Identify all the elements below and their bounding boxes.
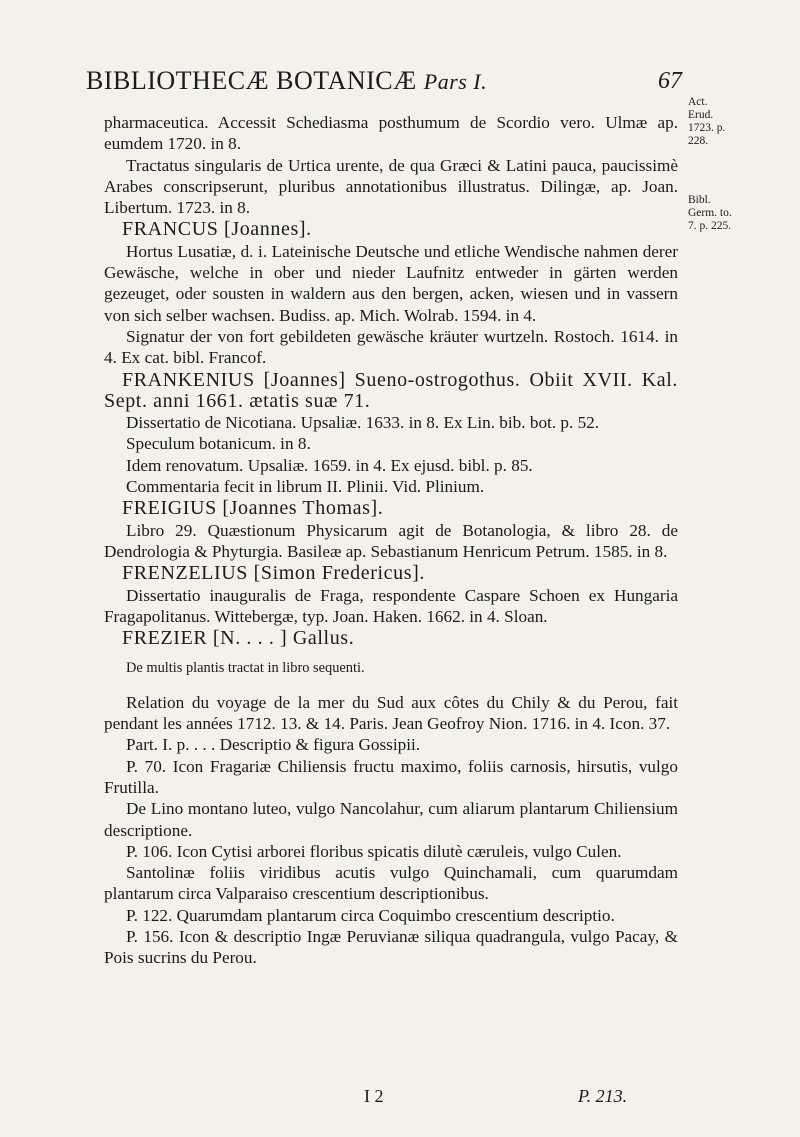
paragraph: Hortus Lusatiæ, d. i. Lateinische Deutsche und etliche Wendische nahmen derer Gewäsche, welche in ober und nieder Laufnitz entweder in gärten werden gezeuget, oder sousten in waldern aus den bergen, acken, wiesen und in vassern von sich selber wachsen. Budiss. ap. Mich. Wolrab. 1594. in 4.: [104, 241, 678, 325]
note-line: De multis plantis tractat in libro sequenti.: [126, 660, 365, 677]
entry-heading: FRENZELIUS [Simon Fredericus].: [122, 562, 425, 585]
entry-heading: FRANKENIUS [Joannes] Sueno-ostrogothus. Obiit XVII. Kal. Sept. anni 1661. ætatis suæ 71.: [104, 368, 678, 412]
entry-heading: FREIGIUS [Joannes Thomas].: [122, 497, 384, 520]
signature-mark: I 2: [364, 1086, 384, 1106]
paragraph: Part. I. p. . . . Descriptio & figura Gossipii.: [126, 735, 421, 755]
paragraph: pharmaceutica. Accessit Schediasma posthumum de Scordio vero. Ulmæ ap. eumdem 1720. in 8.: [104, 113, 678, 154]
paragraph: Dissertatio de Nicotiana. Upsaliæ. 1633. in 8. Ex Lin. bib. bot. p. 52.: [126, 413, 600, 433]
paragraph: Dissertatio inauguralis de Fraga, respondente Caspare Schoen ex Hungaria Fragapolitanus. Wittebergæ, typ. Joan. Haken. 1662. in 4. Sloan.: [104, 585, 678, 626]
entry-heading: FREZIER [N. . . . ] Gallus.: [122, 627, 355, 650]
paragraph: Libro 29. Quæstionum Physicarum agit de Botanologia, & libro 28. de Dendrologia & Phyturgia. Basileæ ap. Sebastianum Henricum Petrum. 1585. in 8.: [104, 520, 678, 561]
paragraph: Signatur der von fort gebildeten gewäsche kräuter wurtzeln. Rostoch. 1614. in 4. Ex cat. bibl. Francof.: [104, 326, 678, 368]
catchword: P. 213.: [578, 1086, 628, 1106]
page-number: 67: [658, 68, 682, 94]
paragraph: Idem renovatum. Upsaliæ. 1659. in 4. Ex ejusd. bibl. p. 85.: [126, 455, 533, 475]
paragraph: De Lino montano luteo, vulgo Nancolahur, cum aliarum plantarum Chiliensium descriptione.: [104, 799, 678, 840]
paragraph: Commentaria fecit in librum II. Plinii. Vid. Plinium.: [126, 477, 485, 497]
paragraph: P. 156. Icon & descriptio Ingæ Peruvianæ siliqua quadrangula, vulgo Pacay, & Pois sucrins du Perou.: [104, 926, 678, 968]
paragraph: Speculum botanicum. in 8.: [126, 434, 311, 454]
margin-note-2: Bibl. Germ. to. 7. p. 225.: [688, 194, 732, 232]
paragraph: P. 106. Icon Cytisi arborei floribus spicatis dilutè cæruleis, vulgo Culen.: [126, 841, 622, 861]
paragraph: Santolinæ foliis viridibus acutis vulgo Quinchamali, cum quarumdam plantarum circa Valparaiso crescentium descriptionibus.: [104, 863, 678, 904]
margin-note-1: Act. Erud. 1723. p. 228.: [688, 96, 726, 147]
page-body: [104, 112, 678, 969]
running-header: [86, 66, 682, 100]
paragraph: P. 70. Icon Fragariæ Chiliensis fructu maximo, foliis carnosis, hirsutis, vulgo Frutilla.: [104, 756, 678, 797]
paragraph: P. 122. Quarumdam plantarum circa Coquimbo crescentium descriptio.: [126, 905, 615, 925]
header-title: BIBLIOTHECÆ BOTANICÆ Pars I.: [86, 66, 488, 95]
entry-heading: FRANCUS [Joannes].: [122, 218, 312, 241]
paragraph: Relation du voyage de la mer du Sud aux côtes du Chily & du Perou, fait pendant les années 1712. 13. & 14. Paris. Jean Geofroy Nion. 1716. in 4. Icon. 37.: [104, 692, 678, 734]
paragraph: Tractatus singularis de Urtica urente, de qua Græci & Latini pauca, paucissimè Arabes conscripserunt, pluribus annotationibus illustratus. Dilingæ, ap. Joan. Libertum. 1723. in 8.: [104, 155, 678, 218]
